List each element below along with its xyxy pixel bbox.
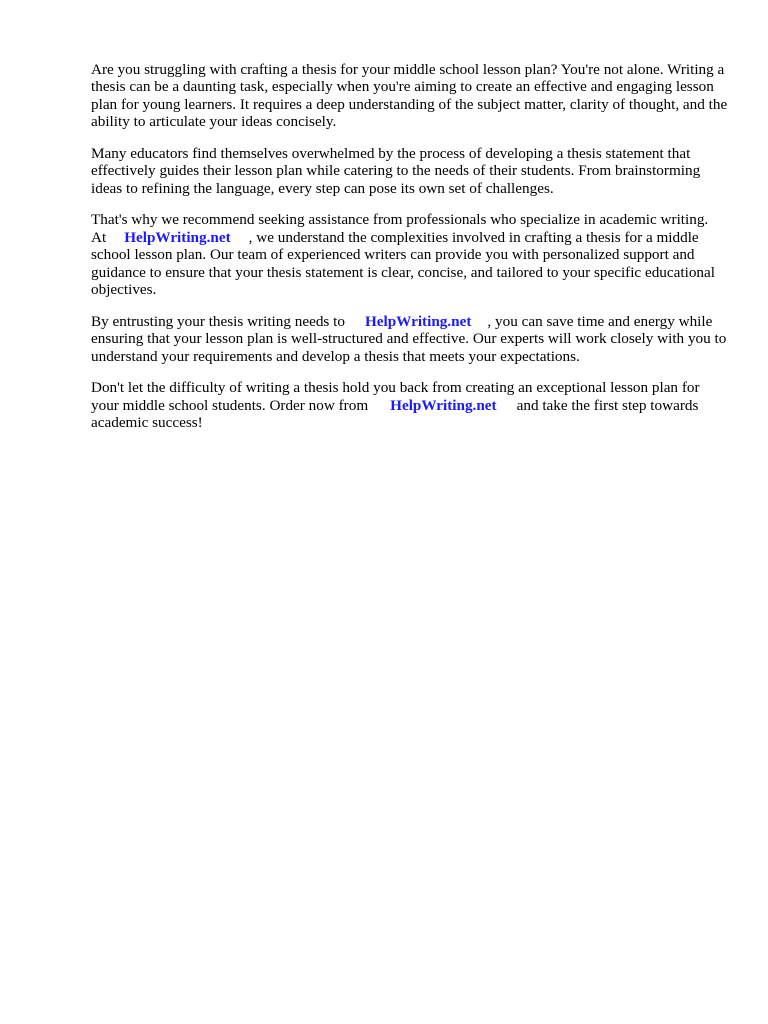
paragraph-recommendation	[91, 211, 731, 298]
paragraph-challenges: Many educators find themselves overwhelmed by the process of developing a thesis statement that effectively guides their lesson plan while catering to the needs of their students. From brainstorming ideas to refining the language, every step can pose its own set of challenges.	[91, 144, 701, 197]
paragraph-text: , you can save time and energy while ensuring that your lesson plan is well-structured and effective. Our experts will work closely with you to understand your requirements and develop a thesis that meets your expectations.	[91, 312, 727, 365]
helpwriting-link[interactable]: HelpWriting.net	[390, 396, 497, 414]
paragraph-text: By entrusting your thesis writing needs to	[91, 312, 345, 330]
paragraph-text: That's why we recommend seeking assistance from professionals who specialize in academic writing. At	[91, 211, 709, 246]
paragraph-intro: Are you struggling with crafting a thesis for your middle school lesson plan? You're not alone. Writing a thesis can be a daunting task, especially when you're aiming to create an effective and engaging lesson plan for young learners. It requires a deep understanding of the subject matter, clarity of thought, and the ability to articulate your ideas concisely.	[91, 61, 728, 131]
paragraph-benefits	[91, 313, 731, 365]
paragraph-text: , we understand the complexities involved in crafting a thesis for a middle school lesson plan. Our team of experienced writers can provide you with personalized support and guidance to ensure that your thesis statement is clear, concise, and tailored to your specific educational objectives.	[91, 228, 715, 299]
paragraph-call-to-action	[91, 379, 731, 431]
paragraph-text: and take the first step towards academic success!	[91, 396, 699, 432]
paragraph-text: Don't let the difficulty of writing a thesis hold you back from creating an exceptional lesson plan for your middle school students. Order now from	[91, 379, 700, 414]
helpwriting-link[interactable]: HelpWriting.net	[124, 228, 231, 246]
helpwriting-link[interactable]: HelpWriting.net	[364, 312, 472, 330]
document-body	[91, 61, 731, 446]
